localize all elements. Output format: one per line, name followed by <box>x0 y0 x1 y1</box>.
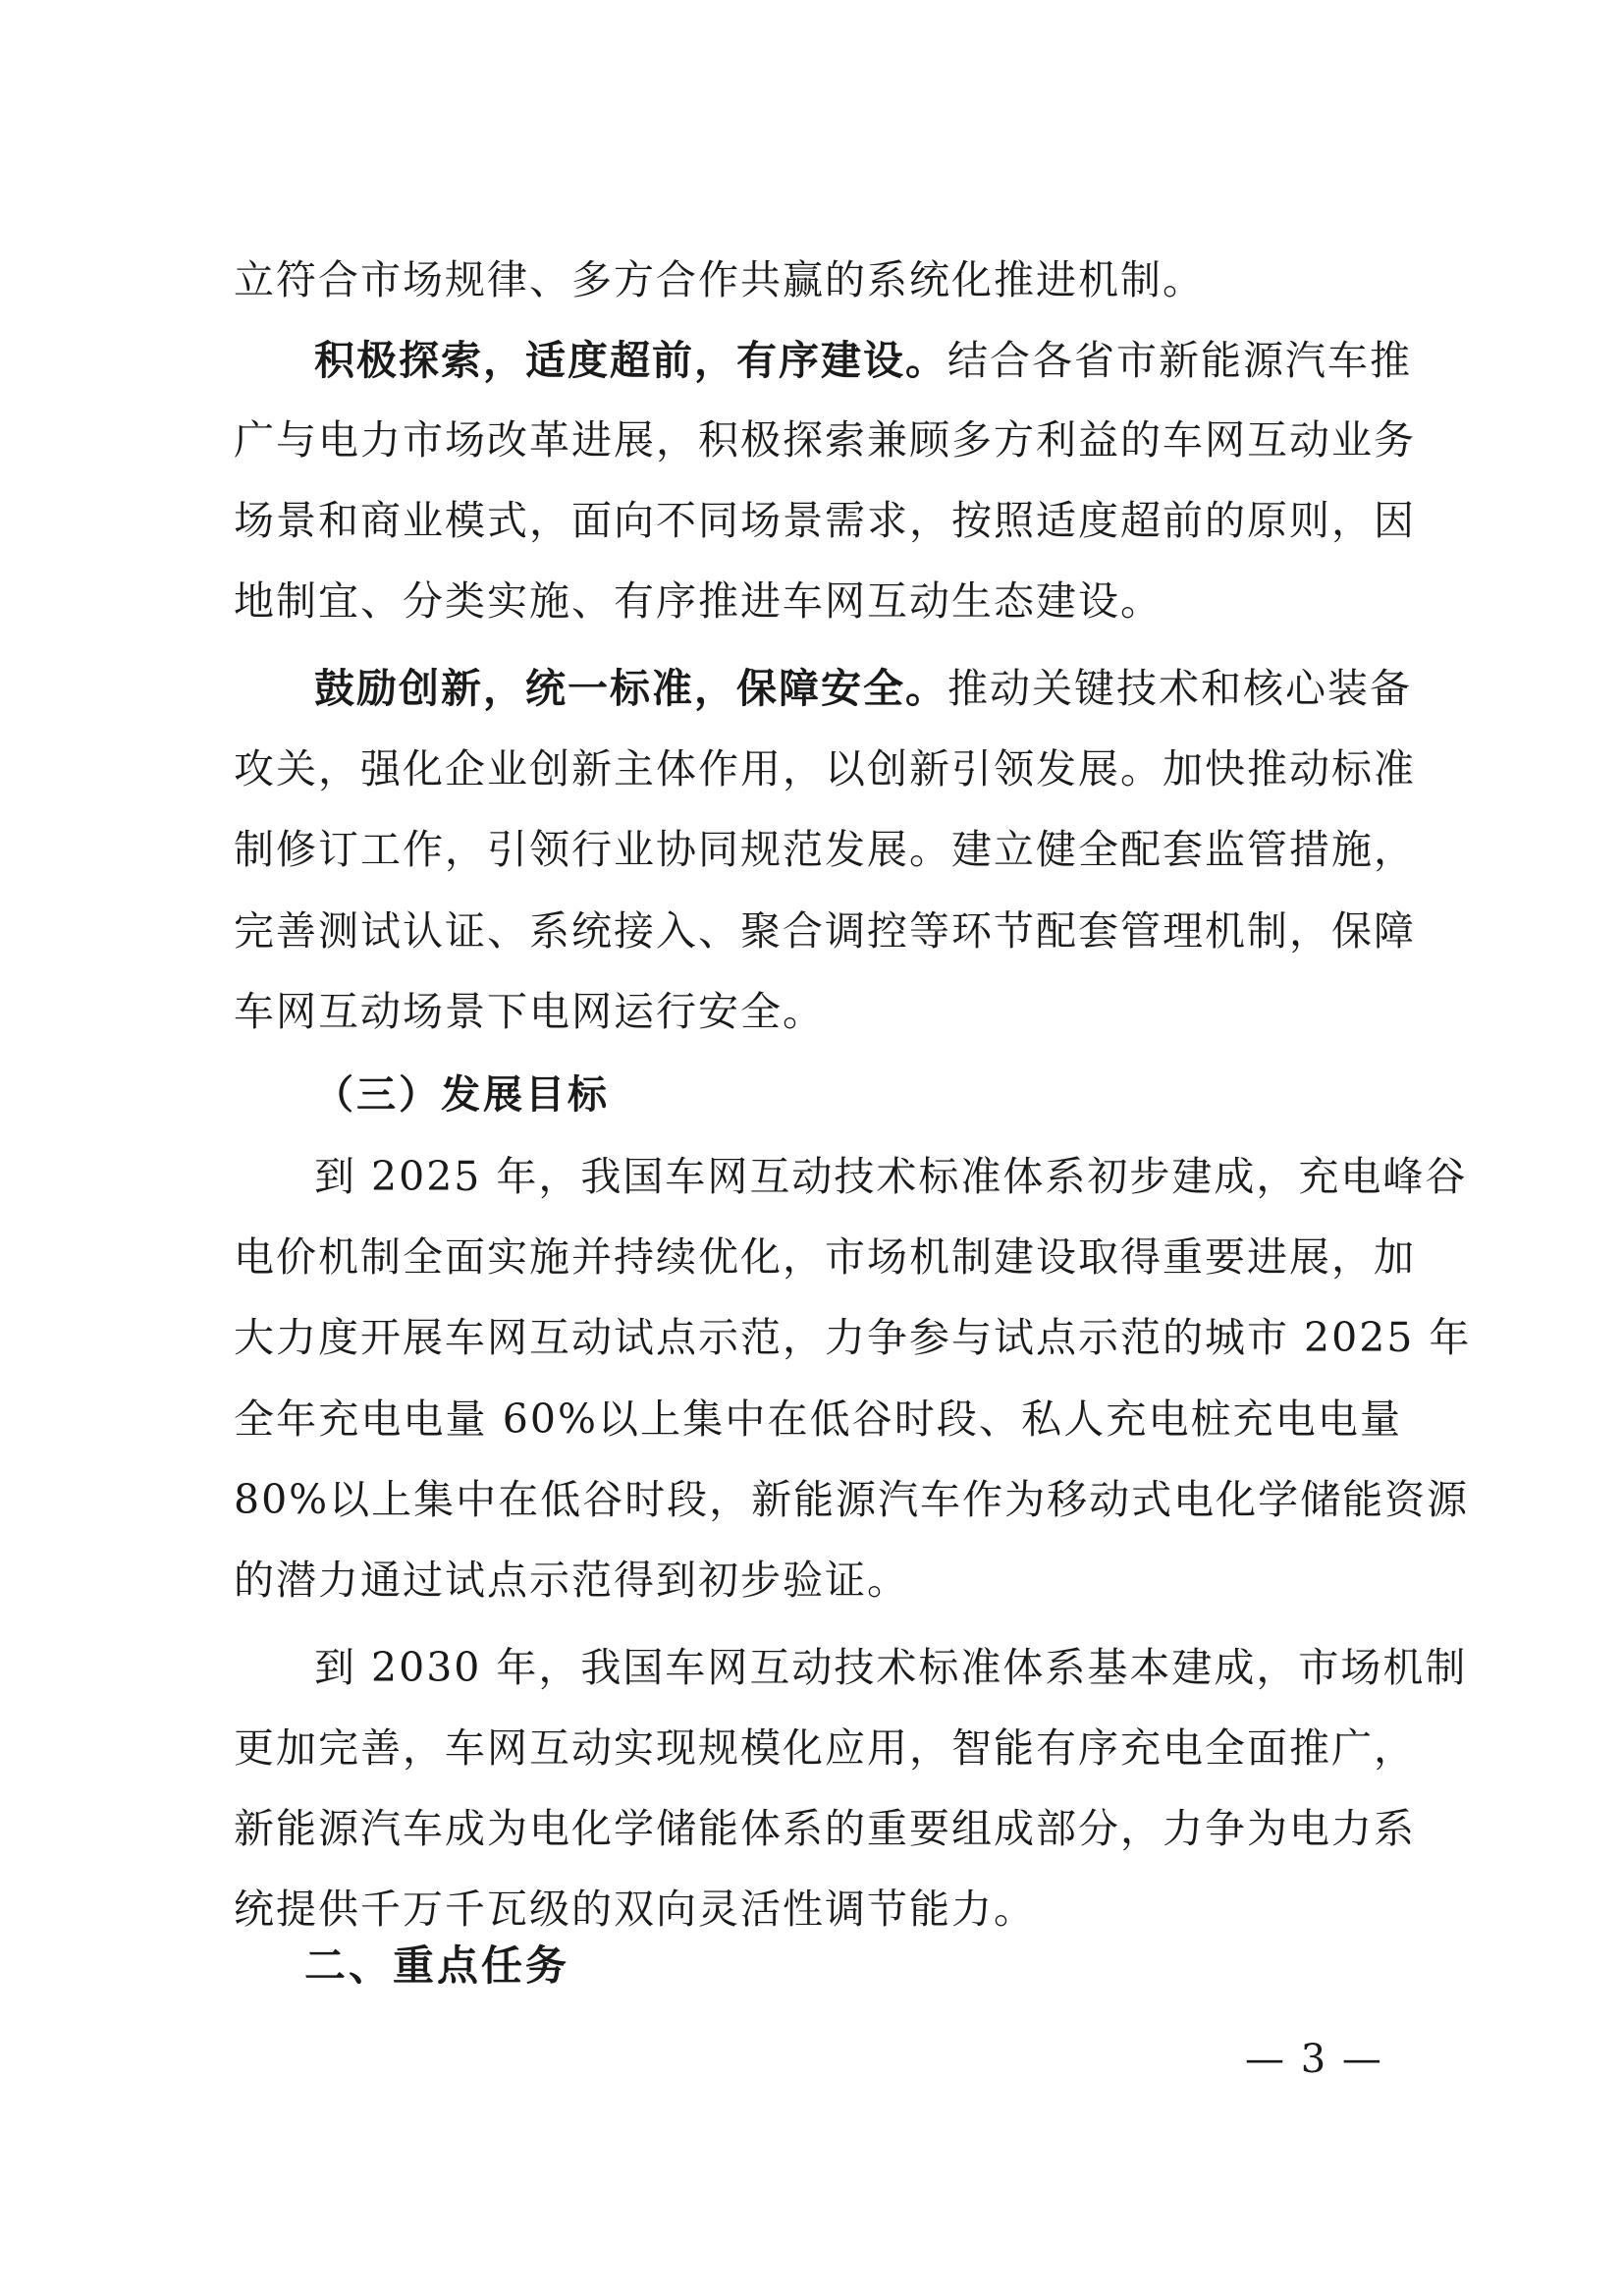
paragraph-line: 全年充电电量 60%以上集中在低谷时段、私人充电桩充电电量 <box>234 1395 1402 1443</box>
paragraph-line: 到 2025 年，我国车网互动技术标准体系初步建成，充电峰谷 <box>314 1153 1468 1200</box>
page-number: — 3 — <box>1245 2037 1383 2082</box>
paragraph-line: 车网互动场景下电网运行安全。 <box>234 988 825 1035</box>
paragraph-line <box>314 331 1412 390</box>
paragraph-line: 到 2030 年，我国车网互动技术标准体系基本建成，市场机制 <box>314 1644 1468 1691</box>
chapter-heading: 二、重点任务 <box>304 1941 570 1990</box>
paragraph-lead: 鼓励创新，统一标准，保障安全。 <box>314 665 947 712</box>
paragraph-line: 统提供千万千瓦级的双向灵活性调节能力。 <box>234 1886 1036 1933</box>
paragraph-line: 大力度开展车网互动试点示范，力争参与试点示范的城市 2025 年 <box>234 1314 1472 1361</box>
paragraph-line: 立符合市场规律、多方合作共赢的系统化推进机制。 <box>234 256 1205 303</box>
paragraph-text: 推动关键技术和核心装备 <box>947 665 1412 712</box>
paragraph-line: 电价机制全面实施并持续优化，市场机制建设取得重要进展，加 <box>234 1233 1416 1281</box>
paragraph-line: 的潜力通过试点示范得到初步验证。 <box>234 1557 909 1604</box>
paragraph-line: 地制宜、分类实施、有序推进车网互动生态建设。 <box>234 577 1163 625</box>
paragraph-line: 完善测试认证、系统接入、聚合调控等环节配套管理机制，保障 <box>234 907 1416 955</box>
section-heading: （三）发展目标 <box>314 1071 610 1118</box>
paragraph-line: 广与电力市场改革进展，积极探索兼顾多方利益的车网互动业务 <box>234 416 1416 464</box>
paragraph-lead: 积极探索，适度超前，有序建设。 <box>314 337 947 384</box>
paragraph-text: 结合各省市新能源汽车推 <box>947 337 1412 384</box>
paragraph-line: 新能源汽车成为电化学储能体系的重要组成部分，力争为电力系 <box>234 1805 1416 1852</box>
paragraph-line: 更加完善，车网互动实现规模化应用，智能有序充电全面推广， <box>234 1724 1416 1772</box>
paragraph-line <box>314 659 1412 718</box>
paragraph-line: 80%以上集中在低谷时段，新能源汽车作为移动式电化学储能资源 <box>234 1476 1470 1523</box>
paragraph-line: 制修订工作，引领行业协同规范发展。建立健全配套监管措施， <box>234 826 1416 873</box>
paragraph-line: 场景和商业模式，面向不同场景需求，按照适度超前的原则，因 <box>234 497 1416 544</box>
paragraph-line: 攻关，强化企业创新主体作用，以创新引领发展。加快推动标准 <box>234 745 1416 793</box>
